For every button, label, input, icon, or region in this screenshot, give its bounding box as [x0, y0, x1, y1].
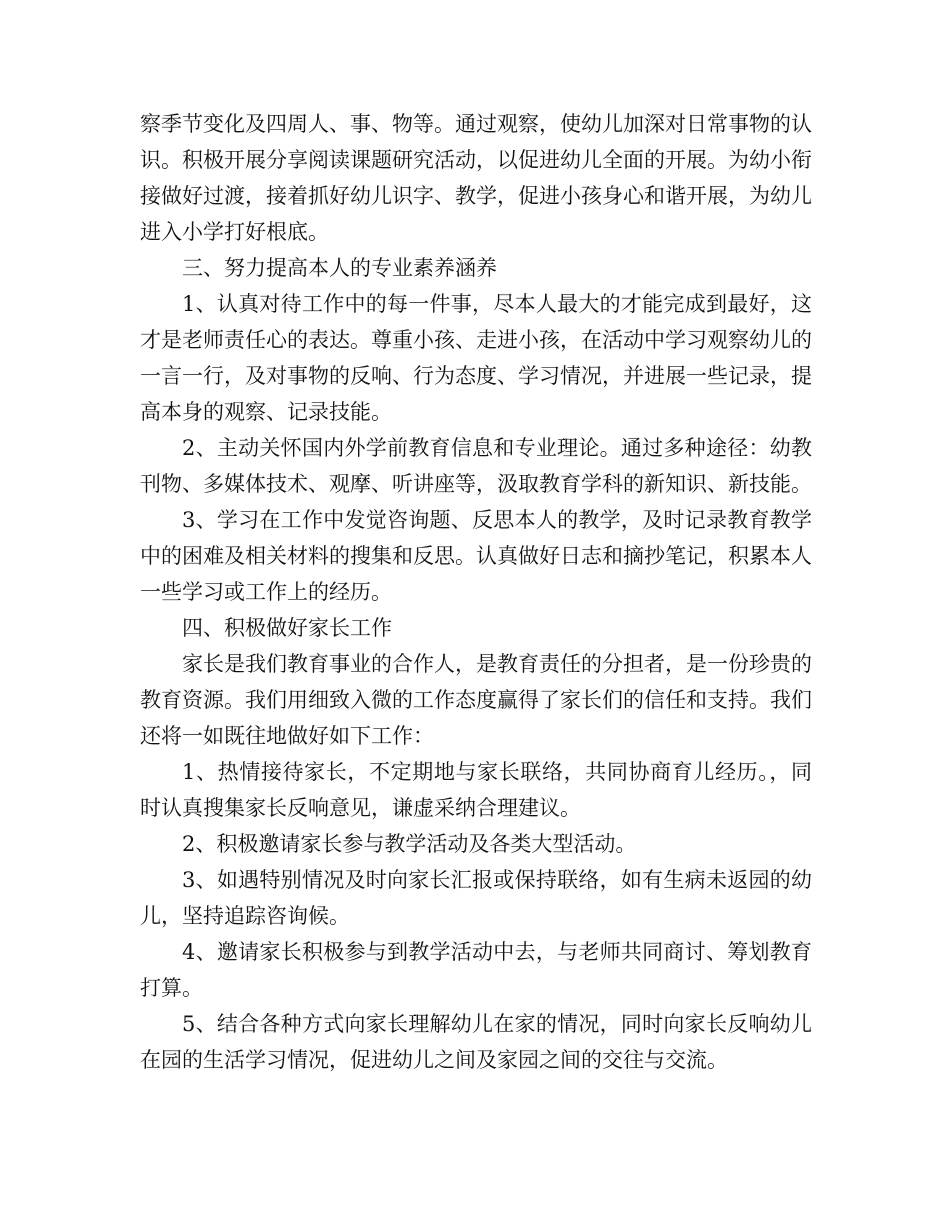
paragraph-3-1: 1、认真对待工作中的每一件事，尽本人最大的才能完成到最好，这才是老师责任心的表达。尊重小孩、走进小孩，在活动中学习观察幼儿的一言一行，及对事物的反响、行为态度、学习情况，并进展一些记录，提高本身的观察、记录技能。 [140, 292, 812, 424]
paragraph-continuation: 察季节变化及四周人、事、物等。通过观察，使幼儿加深对日常事物的认识。积极开展分享阅读课题研究活动，以促进幼儿全面的开展。为幼小衔接做好过渡，接着抓好幼儿识字、教学，促进小孩身心和谐开展，为幼儿进入小学打好根底。 [140, 112, 812, 244]
section-heading-4: 四、积极做好家长工作 [182, 616, 392, 640]
paragraph-4-2: 2、积极邀请家长参与教学活动及各类大型活动。 [182, 832, 637, 856]
document-body [140, 106, 812, 1078]
paragraph-4-5: 5、结合各种方式向家长理解幼儿在家的情况，同时向家长反响幼儿在园的生活学习情况，促进幼儿之间及家园之间的交往与交流。 [140, 1012, 812, 1072]
paragraph-4-1: 1、热情接待家长，不定期地与家长联络，共同协商育儿经历。，同时认真搜集家长反响意见，谦虚采纳合理建议。 [140, 760, 812, 820]
paragraph-3-2: 2、主动关怀国内外学前教育信息和专业理论。通过多种途径：幼教刊物、多媒体技术、观摩、听讲座等，汲取教育学科的新知识、新技能。 [140, 436, 812, 496]
paragraph-4-4: 4、邀请家长积极参与到教学活动中去，与老师共同商讨、筹划教育打算。 [140, 940, 812, 1000]
paragraph-4-intro: 家长是我们教育事业的合作人，是教育责任的分担者，是一份珍贵的教育资源。我们用细致入微的工作态度赢得了家长们的信任和支持。我们还将一如既往地做好如下工作： [140, 652, 812, 748]
paragraph-3-3: 3、学习在工作中发觉咨询题、反思本人的教学，及时记录教育教学中的困难及相关材料的搜集和反思。认真做好日志和摘抄笔记，积累本人一些学习或工作上的经历。 [140, 508, 812, 604]
section-heading-3: 三、努力提高本人的专业素养涵养 [182, 256, 497, 280]
paragraph-4-3: 3、如遇特别情况及时向家长汇报或保持联络，如有生病未返园的幼儿，坚持追踪咨询候。 [140, 868, 812, 928]
